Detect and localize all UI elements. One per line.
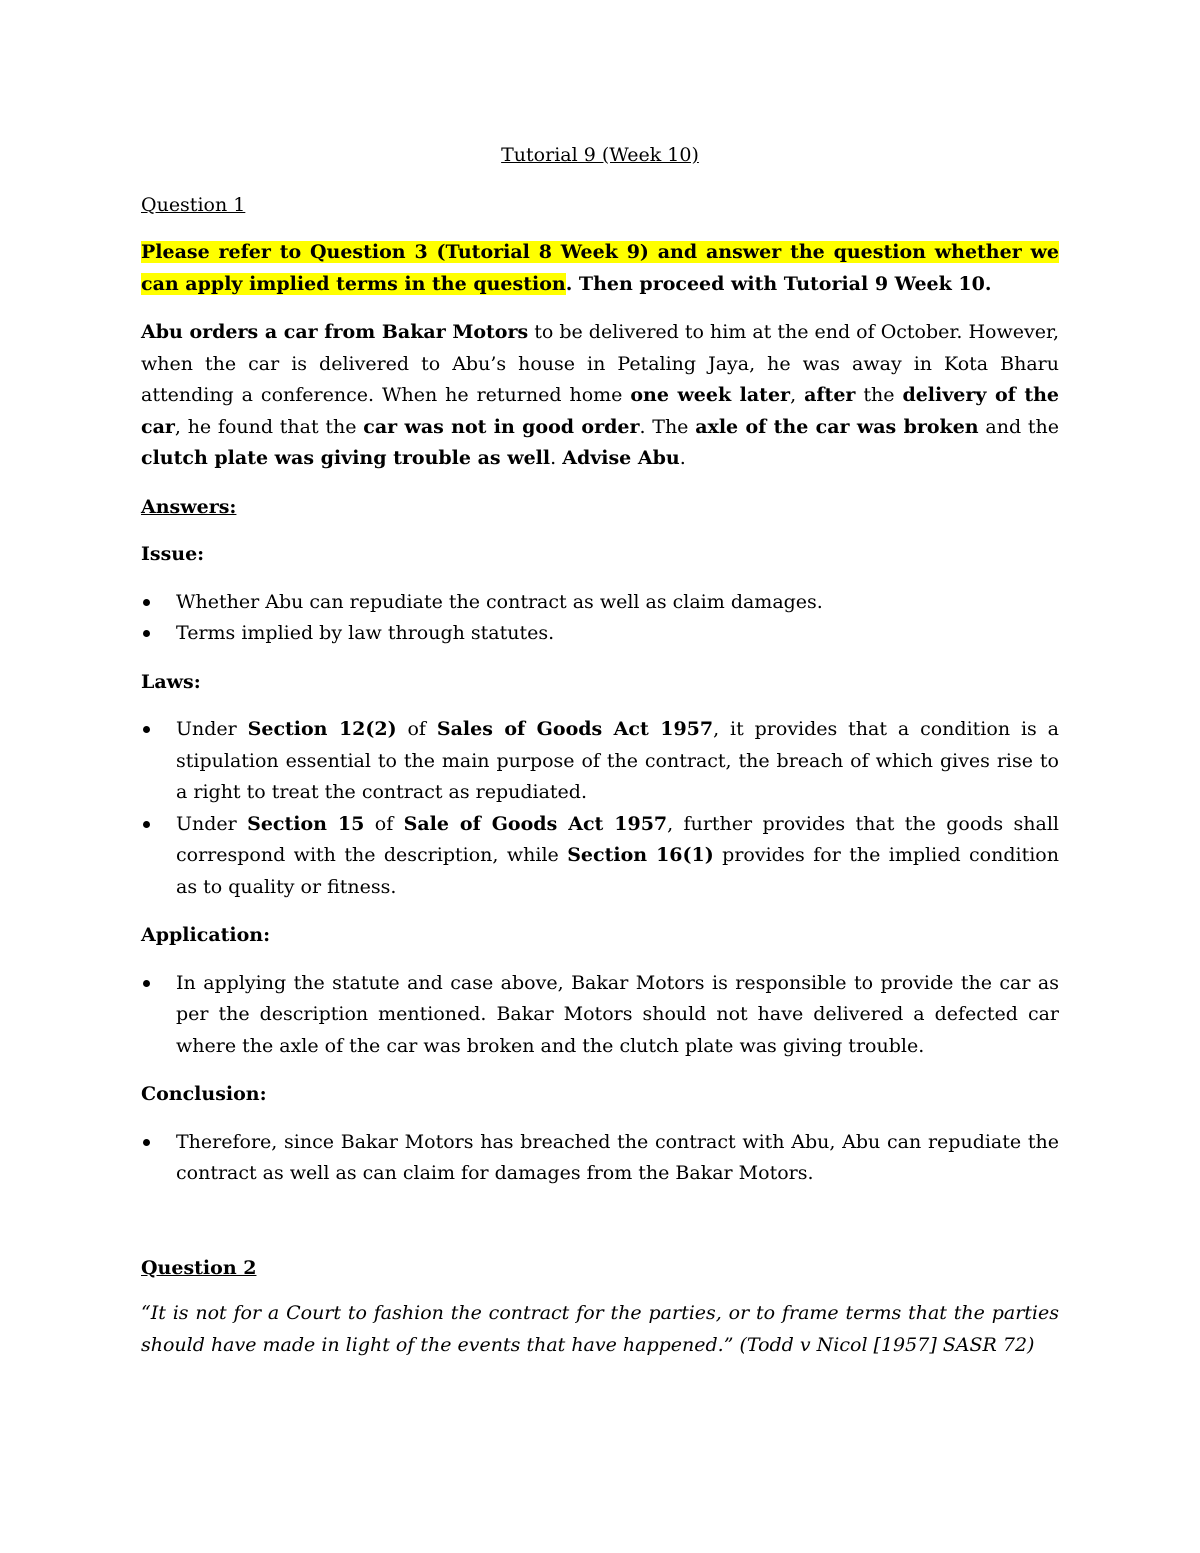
text-run: In applying the statute and case above, Bakar Motors is responsible to provide the car as per the description mentioned. Bakar Motors should not have delivered a defected car where the axle of the car was broken and the clutch plate was giving trouble. <box>176 971 1059 1057</box>
text-run: of <box>396 718 437 740</box>
bold-text-run: Advise Abu <box>562 447 680 469</box>
question-1-instruction <box>141 237 1059 300</box>
text-run: . <box>550 447 563 469</box>
bullet-item <box>141 1127 1059 1190</box>
text-run: the <box>855 384 903 406</box>
bullet-item <box>141 714 1059 809</box>
bullet-item <box>141 618 1059 650</box>
application-list <box>141 968 1059 1063</box>
text-run: Therefore, since Bakar Motors has breached the contract with Abu, Abu can repudiate the contract as well as can claim for damages from the Bakar Motors. <box>176 1130 1059 1184</box>
bold-text-run: delivery of the car <box>141 384 1059 438</box>
issue-heading: Issue: <box>141 543 205 565</box>
text-run: Under <box>176 718 248 740</box>
bold-text-run: after <box>804 384 856 406</box>
text-run: , it provides that a condition is a stipulation essential to the main purpose of the contract, the breach of which gives rise to a right to treat the contract as repudiated. <box>176 718 1059 803</box>
text-run: of <box>364 812 404 835</box>
answers-heading: Answers: <box>141 495 237 518</box>
bold-text-run: car was not in good order <box>363 415 640 438</box>
text-run: , further provides that the goods shall correspond with the description, while <box>176 812 1060 866</box>
text-run: , he found that the <box>174 415 364 438</box>
bold-text-run: Sales of Goods Act 1957 <box>436 718 714 740</box>
bullet-item <box>141 968 1059 1063</box>
conclusion-heading: Conclusion: <box>141 1083 267 1105</box>
issue-list <box>141 587 1059 650</box>
instruction-continuation: . Then proceed with Tutorial 9 Week 10. <box>565 272 992 295</box>
bold-text-run: Sale of Goods Act 1957 <box>403 812 668 835</box>
text-run: Terms implied by law through statutes. <box>176 622 555 644</box>
highlighted-instruction: Please refer to Question 3 (Tutorial 8 Week 9) and answer the question whether we can apply implied terms in the question <box>141 241 1059 295</box>
bullet-item <box>141 587 1059 619</box>
question-1-heading: Question 1 <box>141 193 246 216</box>
section-spacer <box>141 1207 1059 1253</box>
bold-text-run: Section 16(1) <box>567 844 714 866</box>
text-run: Whether Abu can repudiate the contract as well as claim damages. <box>176 590 823 613</box>
text-run: provides for the implied condition as to quality or fitness. <box>176 844 1059 898</box>
bold-text-run: Abu orders a car from Bakar Motors <box>141 321 529 343</box>
document-body <box>141 140 1059 1361</box>
page-title: Tutorial 9 (Week 10) <box>501 144 699 166</box>
conclusion-list <box>141 1127 1059 1190</box>
scenario-paragraph <box>141 317 1059 475</box>
application-heading: Application: <box>141 924 271 946</box>
text-run: to be delivered to him at the end of October. However, when the car is delivered to Abu’s house in Petaling Jaya, he was away in Kota Bharu attending a conference. When he returned home <box>141 321 1060 406</box>
question-2-heading: Question 2 <box>141 1256 257 1279</box>
laws-list <box>141 714 1059 903</box>
text-run: Under <box>176 812 248 835</box>
bold-text-run: axle of the car was broken <box>695 415 979 438</box>
question-2-quote: “It is not for a Court to fashion the contract for the parties, or to frame terms that the parties should have made in light of the events that have happened.” (Todd v Nicol [1957] SASR 72) <box>141 1302 1059 1356</box>
bold-text-run: one week later <box>630 384 791 406</box>
laws-heading: Laws: <box>141 670 201 693</box>
bold-text-run: Section 12(2) <box>247 718 397 740</box>
bold-text-run: Section 15 <box>247 812 365 835</box>
text-run: , <box>790 384 805 406</box>
text-run: . <box>679 447 686 469</box>
text-run: . The <box>639 415 696 438</box>
bullet-item <box>141 809 1059 904</box>
text-run: and the <box>978 415 1059 438</box>
bold-text-run: clutch plate was giving trouble as well <box>141 447 551 469</box>
